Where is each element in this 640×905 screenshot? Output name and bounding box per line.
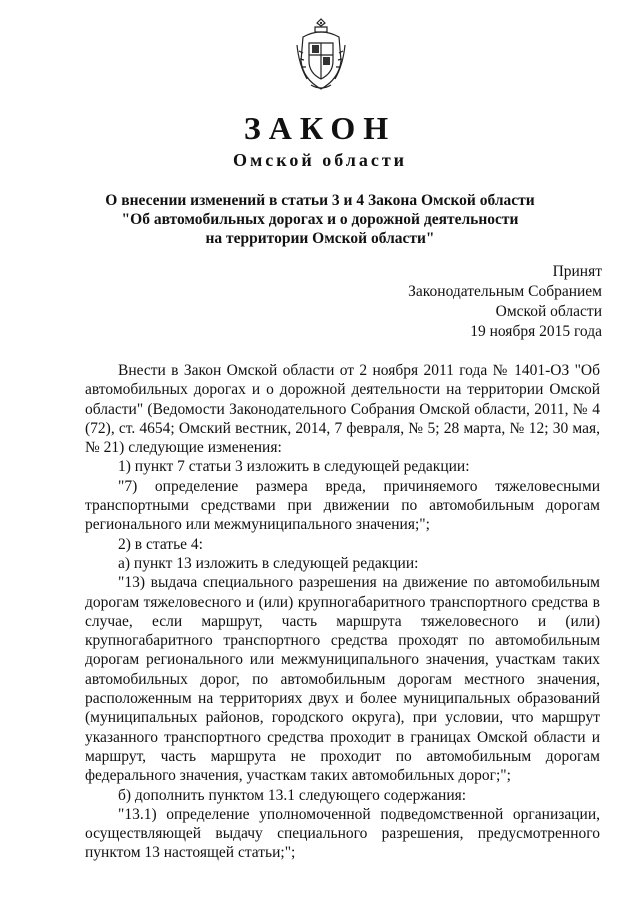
adoption-date: 19 ноября 2015 года bbox=[470, 323, 602, 340]
law-subject bbox=[100, 191, 540, 248]
adoption-line: Законодательным Собранием bbox=[408, 283, 602, 300]
body-paragraph: Внести в Закон Омской области от 2 ноября 2011 года № 1401-ОЗ "Об автомобильных дорогах и о дорожной деятельности на территории Омской области" (Ведомости Законодательного Собрания Омской области, 2011, № 4 (72), ст. 4654; Омский вестник, 2014, 7 февраля, № 5; 28 марта, № 12; 30 мая, № 21) следующие изменения: bbox=[85, 362, 600, 457]
adoption-line: Омской области bbox=[495, 303, 602, 320]
body-paragraph: "13) выдача специального разрешения на движение по автомобильным дорогам тяжеловесного и (или) крупногабаритного транспортного средства в случае, если маршрут, часть маршрута тяжеловесного и (или) крупногабаритного транспортного средства проходят по автомобильным дорогам регионального или межмуниципального значения, участкам таких автомобильных дорог, по автомобильным дорогам местного значения, расположенным на территориях двух и более муниципальных образований (муниципальных районов, городского округа), при условии, что маршрут указанного транспортного средства проходит в границах Омской области и маршрут, часть маршрута не проходит по автомобильным дорогам федерального значения, участкам таких автомобильных дорог;"; bbox=[85, 574, 600, 785]
body-paragraph: б) дополнить пунктом 13.1 следующего содержания: bbox=[118, 786, 467, 804]
law-subject-line: О внесении изменений в статьи 3 и 4 Закона Омской области bbox=[105, 192, 535, 209]
region-name: Омской области bbox=[232, 150, 408, 170]
law-subject-line: на территории Омской области" bbox=[205, 230, 435, 247]
coat-of-arms-emblem bbox=[293, 15, 349, 93]
law-title: ЗАКОН bbox=[243, 110, 397, 146]
adoption-line: Принят bbox=[552, 263, 602, 280]
law-subject-line: "Об автомобильных дорогах и о дорожной деятельности bbox=[121, 211, 519, 228]
body-paragraph: 1) пункт 7 статьи 3 изложить в следующей редакции: bbox=[118, 458, 470, 476]
law-body bbox=[85, 361, 600, 863]
body-paragraph: а) пункт 13 изложить в следующей редакции: bbox=[118, 554, 419, 572]
adoption-block bbox=[408, 262, 602, 342]
body-paragraph: 2) в статье 4: bbox=[118, 535, 203, 553]
body-paragraph: "13.1) определение уполномоченной подведомственной организации, осуществляющей выдачу специального разрешения, предусмотренного пунктом 13 настоящей статьи;"; bbox=[85, 805, 600, 862]
body-paragraph: "7) определение размера вреда, причиняемого тяжеловесными транспортными средствами при движении по автомобильным дорогам регионального или межмуниципального значения;"; bbox=[85, 477, 600, 534]
